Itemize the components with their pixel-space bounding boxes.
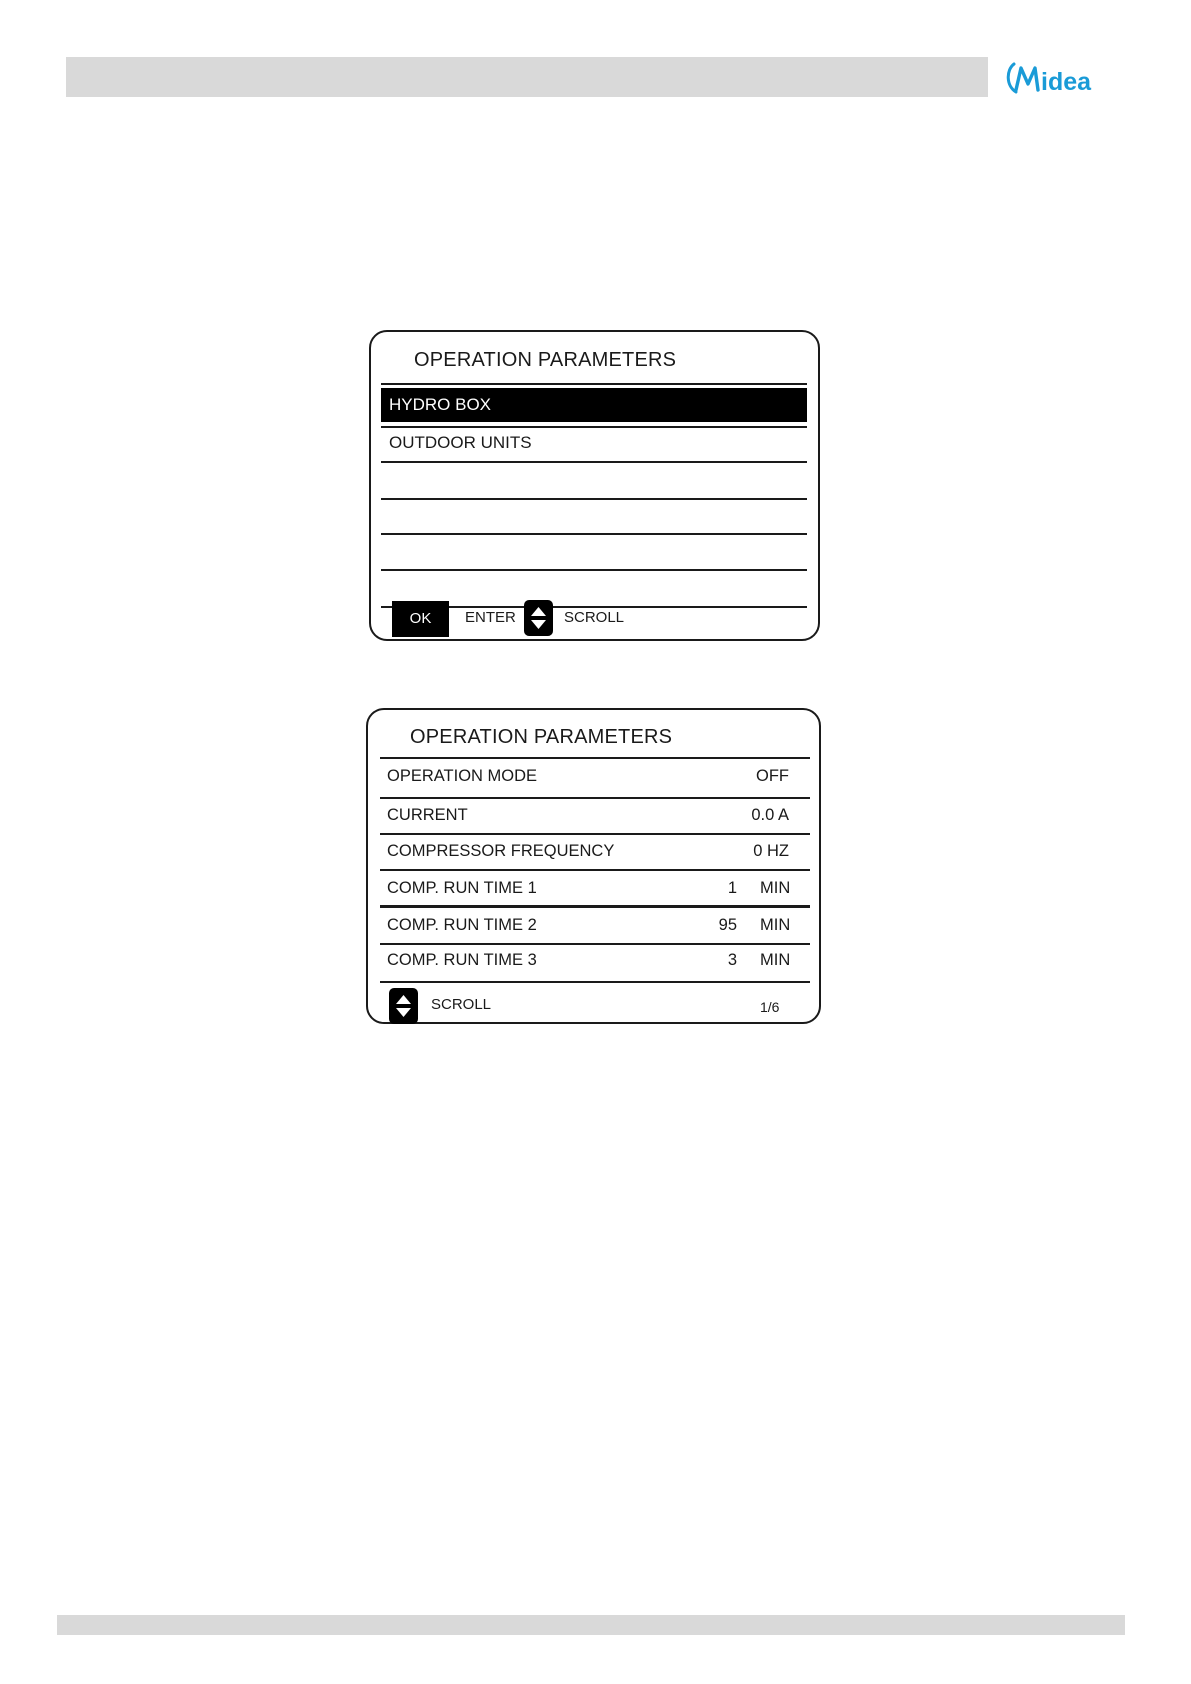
param-unit: MIN <box>760 879 791 897</box>
menu-item-hydro-box[interactable]: HYDRO BOX <box>381 388 807 422</box>
divider <box>380 833 810 835</box>
scroll-hint: SCROLL <box>431 996 492 1013</box>
divider <box>381 461 807 463</box>
footer-bar <box>57 1615 1125 1635</box>
svg-text:idea: idea <box>1041 68 1092 96</box>
divider <box>380 981 810 983</box>
param-unit: MIN <box>760 951 791 969</box>
scroll-hint: SCROLL <box>564 609 625 626</box>
operation-parameters-detail-screen <box>366 708 821 1024</box>
screen-title: OPERATION PARAMETERS <box>410 726 673 748</box>
menu-item-outdoor-units[interactable]: OUTDOOR UNITS <box>389 433 532 452</box>
divider <box>381 498 807 500</box>
divider <box>380 797 810 799</box>
enter-hint: ENTER <box>465 609 516 626</box>
param-value: OFF <box>756 767 789 785</box>
divider <box>380 905 810 908</box>
divider <box>380 757 810 759</box>
header-bar <box>66 57 988 97</box>
midea-logo <box>1004 56 1116 100</box>
divider <box>381 569 807 571</box>
param-label: COMP. RUN TIME 1 <box>387 879 537 897</box>
param-label: CURRENT <box>387 806 468 824</box>
divider <box>380 869 810 871</box>
up-down-arrows-icon[interactable] <box>524 600 553 636</box>
param-label: COMPRESSOR FREQUENCY <box>387 842 615 860</box>
screen-title: OPERATION PARAMETERS <box>414 349 677 371</box>
param-label: COMP. RUN TIME 2 <box>387 916 537 934</box>
param-value: 95 <box>718 916 737 934</box>
divider <box>381 533 807 535</box>
divider <box>380 943 810 945</box>
param-value: 0 HZ <box>753 842 789 860</box>
up-down-arrows-icon[interactable] <box>389 988 418 1024</box>
param-label: COMP. RUN TIME 3 <box>387 951 537 969</box>
param-value: 1 <box>727 879 737 897</box>
operation-parameters-menu-screen <box>369 330 820 641</box>
param-label: OPERATION MODE <box>387 767 538 785</box>
param-value: 0.0 A <box>751 806 789 824</box>
ok-button[interactable]: OK <box>392 601 449 637</box>
divider <box>381 383 807 385</box>
param-value: 3 <box>727 951 737 969</box>
param-unit: MIN <box>760 916 791 934</box>
page-indicator: 1/6 <box>760 999 780 1015</box>
